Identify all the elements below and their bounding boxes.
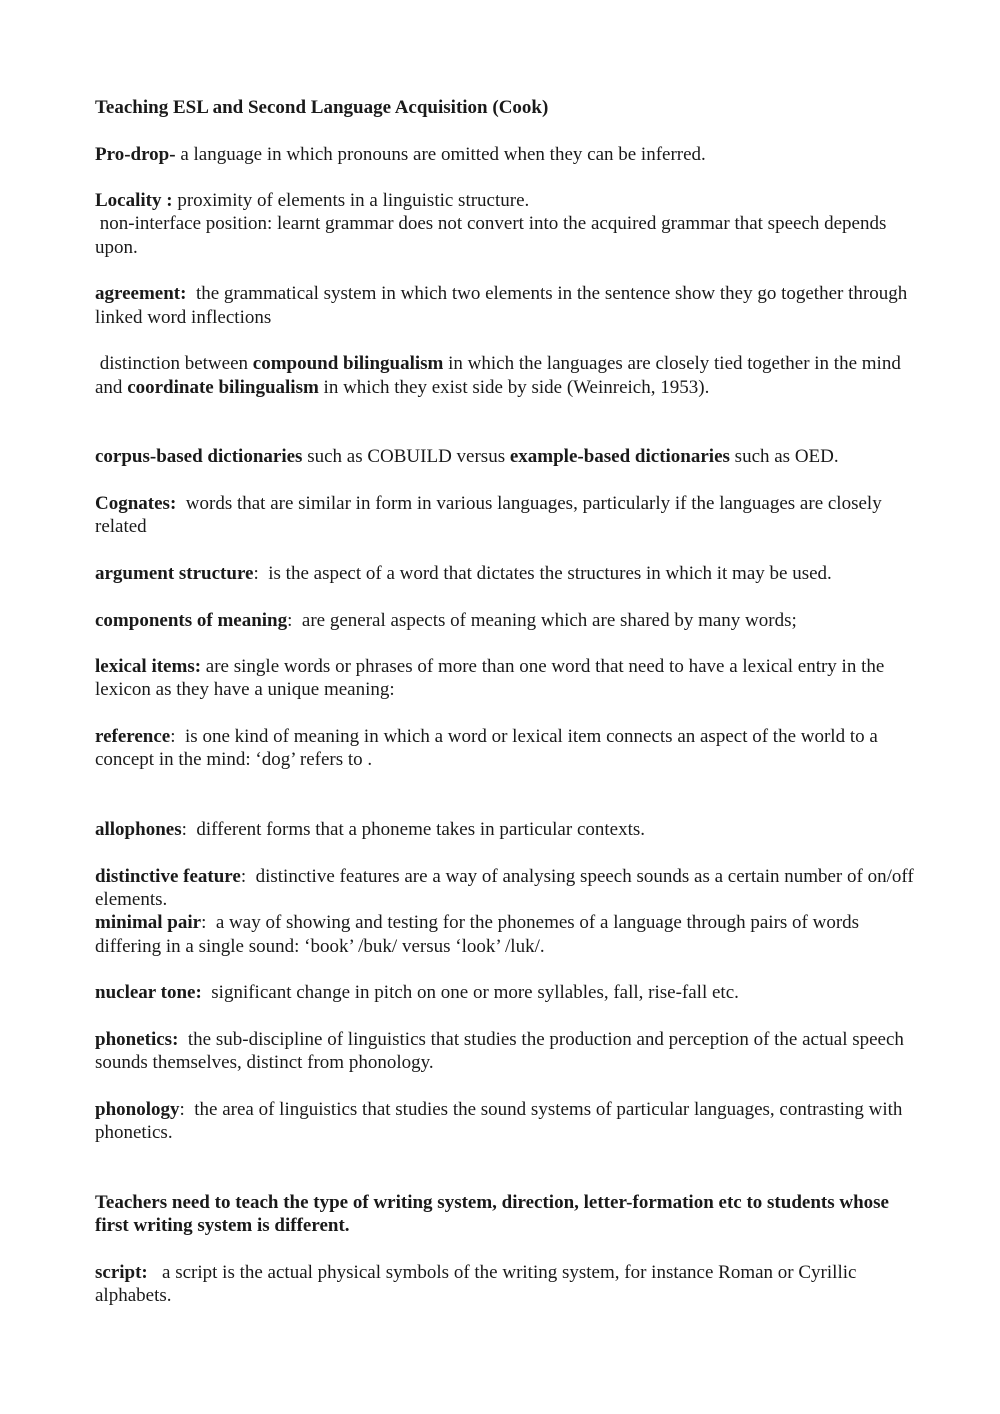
definition: words that are similar in form in various languages, particularly if the languages are closely related [95, 493, 887, 538]
term: argument structure [95, 562, 254, 584]
entry-non-interface: non-interface position: learnt grammar does not convert into the acquired grammar that speech depends upon. [95, 213, 892, 258]
definition: proximity of elements in a linguistic structure. [172, 190, 530, 212]
definition: : distinctive features are a way of analysing speech sounds as a certain number of on/off elements. [95, 865, 919, 911]
entry-components-of-meaning [95, 609, 915, 632]
term: script: [95, 1261, 148, 1283]
definition: are single words or phrases of more than one word that need to have a lexical entry in the lexicon as they have a unique meaning: [95, 656, 885, 701]
entry-script [95, 1261, 915, 1308]
term: phonology [95, 1098, 180, 1120]
term: Pro-drop- [95, 143, 176, 165]
definition: a language in which pronouns are omitted when they can be inferred. [175, 143, 706, 165]
term: phonetics: [95, 1028, 179, 1050]
entry-nuclear-tone [95, 981, 915, 1004]
term: distinctive feature [95, 865, 241, 887]
entry-allophones [95, 818, 915, 841]
entry-dictionaries: corpus-based dictionaries such as COBUILD versus example-based dictionaries such as OED. [95, 446, 839, 468]
term-coordinate-bilingualism: coordinate bilingualism [127, 376, 319, 398]
entry-bilingualism: distinction between compound bilingualism in which the languages are closely tied together in the mind and coordinate bilingualism in which they exist side by side (Weinreich, 1953). [95, 353, 906, 398]
term-corpus-based: corpus-based dictionaries [95, 446, 303, 468]
term: reference [95, 726, 171, 748]
definition: the sub-discipline of linguistics that studies the production and perception of the actual speech sounds themselves, distinct from phonology. [95, 1028, 909, 1074]
entry-reference [95, 725, 915, 772]
entry-distinctive-feature [95, 865, 919, 912]
term: agreement: [95, 283, 187, 305]
term-example-based: example-based dictionaries [509, 446, 730, 468]
definition: : are general aspects of meaning which are shared by many words; [287, 609, 797, 631]
teachers-note: Teachers need to teach the type of writing system, direction, letter-formation etc to students whose first writing system is different. [95, 1191, 889, 1237]
definition: the grammatical system in which two elements in the sentence show they go together through linked word inflections [95, 283, 912, 328]
document-page [95, 96, 919, 1307]
definition: significant change in pitch on one or more syllables, fall, rise-fall etc. [201, 982, 739, 1004]
definition: : is the aspect of a word that dictates the structures in which it may be used. [253, 562, 832, 584]
definition: : different forms that a phoneme takes in particular contexts. [181, 819, 646, 841]
definition: : is one kind of meaning in which a word or lexical item connects an aspect of the world to a concept in the mind: ‘dog’ refers to . [95, 726, 883, 771]
entry-pro-drop [95, 143, 915, 166]
entry-cognates [95, 492, 915, 539]
document-title: Teaching ESL and Second Language Acquisition (Cook) [95, 97, 549, 118]
definition: : the area of linguistics that studies the sound systems of particular languages, contrasting with phonetics. [95, 1098, 908, 1144]
entry-locality [95, 189, 915, 212]
term: minimal pair [95, 912, 202, 934]
term: nuclear tone: [95, 982, 202, 1004]
entry-phonetics [95, 1028, 915, 1075]
definition: : a way of showing and testing for the phonemes of a language through pairs of words differing in a single sound: ‘book’ /buk/ versus ‘look’ /luk/. [95, 912, 864, 957]
term: Cognates: [95, 493, 177, 515]
entry-minimal-pair [95, 911, 915, 958]
term: components of meaning [95, 609, 288, 631]
entry-phonology [95, 1098, 915, 1145]
entry-lexical-items [95, 655, 915, 702]
term: Locality : [95, 190, 173, 212]
entry-agreement [95, 282, 915, 329]
term: lexical items: [95, 656, 202, 678]
term: allophones [95, 819, 182, 841]
entry-argument-structure [95, 562, 915, 585]
definition: a script is the actual physical symbols of the writing system, for instance Roman or Cyrillic alphabets. [95, 1261, 862, 1307]
term-compound-bilingualism: compound bilingualism [252, 353, 444, 375]
